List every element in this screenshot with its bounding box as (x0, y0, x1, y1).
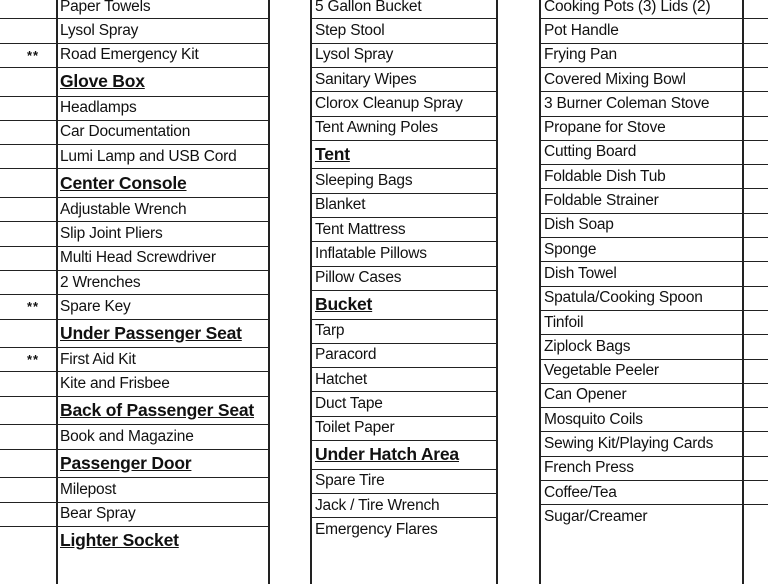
section-header (56, 526, 269, 555)
item-label: Sponge (544, 240, 597, 258)
item-label: Bear Spray (60, 505, 136, 523)
checklist-item (540, 164, 768, 188)
item-label: Foldable Strainer (544, 192, 659, 210)
section-header-label: Passenger Door (60, 452, 192, 473)
checklist-item (56, 120, 269, 144)
section-header-label: Under Hatch Area (315, 444, 459, 465)
checklist-item (540, 383, 768, 407)
item-label: Pillow Cases (315, 269, 402, 287)
checklist-item (540, 116, 768, 140)
checklist-item (311, 517, 498, 541)
checklist-item (540, 18, 768, 42)
item-label: Can Opener (544, 386, 627, 404)
item-label: Cutting Board (544, 143, 637, 161)
checklist-item (540, 504, 768, 528)
checklist-item (540, 140, 768, 164)
checklist-item (311, 43, 498, 67)
item-label: Pot Handle (544, 21, 619, 39)
checklist-item (56, 221, 269, 245)
checklist-item (56, 144, 269, 168)
section-header-label: Under Passenger Seat (60, 322, 242, 343)
item-label: Spare Key (60, 297, 131, 315)
item-label: Frying Pan (544, 46, 617, 64)
checklist-item (311, 67, 498, 91)
checklist-item (540, 359, 768, 383)
checklist-item (56, 294, 269, 318)
section-header (56, 319, 269, 348)
item-label: Jack / Tire Wrench (315, 496, 440, 514)
section-header (311, 440, 498, 469)
checklist-item (311, 367, 498, 391)
priority-marker (0, 449, 56, 478)
priority-marker: ** (0, 294, 56, 318)
section-header-label: Glove Box (60, 71, 145, 92)
priority-marker (0, 197, 56, 221)
checklist-item (311, 91, 498, 115)
checklist-item (540, 188, 768, 212)
section-header-label: Tent (315, 144, 350, 165)
checklist-item (56, 347, 269, 371)
checklist-item (540, 480, 768, 504)
checklist-item (540, 237, 768, 261)
checklist-item (311, 469, 498, 493)
checklist-item (311, 391, 498, 415)
priority-marker (0, 144, 56, 168)
priority-marker: ** (0, 347, 56, 371)
checklist-item (540, 67, 768, 91)
item-label: Ziplock Bags (544, 337, 631, 355)
checklist-item (311, 116, 498, 140)
priority-marker (0, 270, 56, 294)
item-label: French Press (544, 459, 634, 477)
checklist-item (311, 266, 498, 290)
priority-marker (0, 526, 56, 555)
checklist-item (56, 424, 269, 448)
item-label: Dish Towel (544, 264, 617, 282)
item-label: Lumi Lamp and USB Cord (60, 147, 237, 165)
item-label: Milepost (60, 480, 117, 498)
item-label: Blanket (315, 196, 366, 214)
section-header (56, 449, 269, 478)
checklist-item (56, 18, 269, 42)
item-label: Tinfoil (544, 313, 584, 331)
item-label: Slip Joint Pliers (60, 224, 163, 242)
section-header (311, 290, 498, 319)
priority-marker (0, 424, 56, 448)
section-header (56, 396, 269, 425)
item-label: Toilet Paper (315, 419, 395, 437)
item-label: Adjustable Wrench (60, 200, 187, 218)
item-label: Emergency Flares (315, 520, 438, 538)
priority-marker (0, 96, 56, 120)
item-label: Vegetable Peeler (544, 362, 659, 380)
item-label: Paper Towels (60, 0, 151, 15)
item-label: Road Emergency Kit (60, 46, 199, 64)
checklist-item (540, 407, 768, 431)
item-label: Cooking Pots (3) Lids (2) (544, 0, 711, 15)
checklist-item (311, 217, 498, 241)
item-label: Step Stool (315, 21, 385, 39)
priority-marker (0, 67, 56, 96)
section-header-label: Lighter Socket (60, 530, 179, 551)
item-label: Kite and Frisbee (60, 375, 170, 393)
item-label: Paracord (315, 346, 377, 364)
priority-marker (0, 18, 56, 42)
item-label: Tarp (315, 322, 345, 340)
item-label: Propane for Stove (544, 119, 666, 137)
priority-marker (0, 502, 56, 526)
item-label: 3 Burner Coleman Stove (544, 94, 710, 112)
checklist-item (311, 416, 498, 440)
checklist-item (311, 319, 498, 343)
item-label: Book and Magazine (60, 427, 194, 445)
priority-marker (0, 168, 56, 197)
item-label: Tent Awning Poles (315, 119, 438, 137)
checklist-item (56, 477, 269, 501)
checklist-item (311, 241, 498, 265)
priority-marker (0, 120, 56, 144)
section-header-label: Center Console (60, 172, 187, 193)
priority-marker (0, 319, 56, 348)
checklist-item (311, 0, 498, 18)
item-label: Car Documentation (60, 123, 191, 141)
checklist-item (56, 43, 269, 67)
checklist-item (540, 310, 768, 334)
item-label: Mosquito Coils (544, 410, 643, 428)
checklist-item (540, 431, 768, 455)
checklist-item (540, 286, 768, 310)
checklist-item (540, 456, 768, 480)
checklist-item (56, 502, 269, 526)
section-header-label: Bucket (315, 294, 373, 315)
checklist-item (311, 168, 498, 192)
checklist-item (540, 261, 768, 285)
checklist-item (311, 193, 498, 217)
item-label: 5 Gallon Bucket (315, 0, 422, 15)
item-label: Sleeping Bags (315, 172, 413, 190)
item-label: Multi Head Screwdriver (60, 249, 216, 267)
priority-marker (0, 221, 56, 245)
item-label: First Aid Kit (60, 350, 136, 368)
priority-marker (0, 477, 56, 501)
checklist-item (311, 493, 498, 517)
section-header (56, 67, 269, 96)
checklist-item (540, 43, 768, 67)
checklist-item (56, 96, 269, 120)
priority-marker (0, 371, 56, 395)
item-label: Coffee/Tea (544, 483, 617, 501)
item-label: Sewing Kit/Playing Cards (544, 435, 714, 453)
checklist-item (56, 270, 269, 294)
checklist-item (540, 0, 768, 18)
item-label: Tent Mattress (315, 220, 406, 238)
item-label: Clorox Cleanup Spray (315, 94, 463, 112)
checklist-item (56, 0, 269, 18)
item-label: Sanitary Wipes (315, 70, 417, 88)
checklist-item (311, 343, 498, 367)
checklist-item (540, 213, 768, 237)
checklist-item (311, 18, 498, 42)
item-label: 2 Wrenches (60, 273, 141, 291)
section-header (56, 168, 269, 197)
item-label: Dish Soap (544, 216, 614, 234)
section-header (311, 140, 498, 169)
priority-marker (0, 0, 56, 18)
item-label: Headlamps (60, 99, 137, 117)
item-label: Duct Tape (315, 395, 383, 413)
checklist-item (540, 334, 768, 358)
checklist-item (540, 91, 768, 115)
section-header-label: Back of Passenger Seat (60, 399, 255, 420)
item-label: Inflatable Pillows (315, 244, 427, 262)
item-label: Lysol Spray (60, 21, 139, 39)
item-label: Spare Tire (315, 472, 385, 490)
priority-marker (0, 246, 56, 270)
item-label: Sugar/Creamer (544, 507, 648, 525)
item-label: Foldable Dish Tub (544, 167, 666, 185)
checklist-item (56, 197, 269, 221)
priority-marker (0, 396, 56, 425)
checklist-item (56, 246, 269, 270)
item-label: Lysol Spray (315, 46, 394, 64)
item-label: Spatula/Cooking Spoon (544, 289, 703, 307)
priority-marker: ** (0, 43, 56, 67)
item-label: Covered Mixing Bowl (544, 70, 686, 88)
checklist-item (56, 371, 269, 395)
item-label: Hatchet (315, 370, 368, 388)
